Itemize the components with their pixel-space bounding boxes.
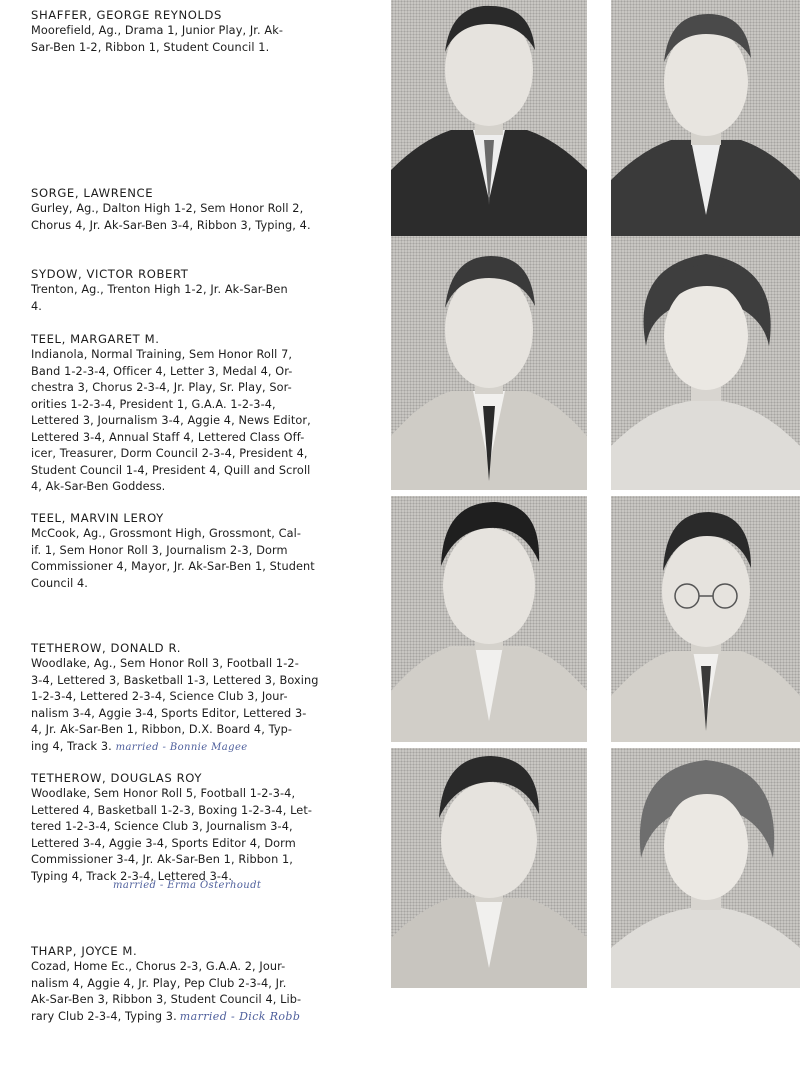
detail-line: 3-4, Lettered 3, Basketball 1-3, Lettered 3, Boxing xyxy=(31,673,319,687)
student-name: SORGE, LAWRENCE xyxy=(31,186,154,200)
detail-line: Commissioner 3-4, Jr. Ak-Sar-Ben 1, Ribbon 1, xyxy=(31,853,293,866)
student-details xyxy=(31,282,351,315)
detail-line: Gurley, Ag., Dalton High 1-2, Sem Honor Roll 2, xyxy=(31,202,304,215)
entry-tharp xyxy=(31,943,351,1025)
detail-line: Moorefield, Ag., Drama 1, Junior Play, Jr. Ak- xyxy=(31,24,284,37)
detail-line: Commissioner 4, Mayor, Jr. Ak-Sar-Ben 1, Student xyxy=(31,560,315,573)
detail-line: 4, Jr. Ak-Sar-Ben 1, Ribbon, D.X. Board 4, Typ- xyxy=(31,723,293,736)
student-name: TEEL, MARVIN LEROY xyxy=(31,511,164,525)
detail-line: Indianola, Normal Training, Sem Honor Roll 7, xyxy=(31,348,293,361)
detail-line xyxy=(31,1009,351,1026)
detail-line: Council 4. xyxy=(31,576,88,590)
portrait-photo-sorge xyxy=(611,0,800,236)
detail-line: 4, Ak-Sar-Ben Goddess. xyxy=(31,480,166,493)
detail-line: Lettered 4, Basketball 1-2-3, Boxing 1-2-3-4, Let- xyxy=(31,803,313,817)
detail-line: nalism 3-4, Aggie 3-4, Sports Editor, Lettered 3- xyxy=(31,706,307,720)
student-details xyxy=(31,347,351,496)
entry-teel-marvin xyxy=(31,510,351,592)
detail-line: McCook, Ag., Grossmont High, Grossmont, Cal- xyxy=(31,527,302,540)
detail-line: nalism 4, Aggie 4, Jr. Play, Pep Club 2-3-4, Jr. xyxy=(31,976,287,990)
detail-line: Band 1-2-3-4, Officer 4, Letter 3, Medal 4, Or- xyxy=(31,364,293,378)
detail-line-text: rary Club 2-3-4, Typing 3. xyxy=(31,1009,177,1023)
detail-line: Lettered 3, Journalism 3-4, Aggie 4, News Editor, xyxy=(31,414,311,427)
detail-line: Ak-Sar-Ben 3, Ribbon 3, Student Council 4, Lib- xyxy=(31,993,302,1006)
detail-line: Lettered 3-4, Aggie 3-4, Sports Editor 4, Dorm xyxy=(31,836,296,850)
student-details xyxy=(31,959,351,1025)
student-details xyxy=(31,526,351,592)
detail-line: Woodlake, Sem Honor Roll 5, Football 1-2-3-4, xyxy=(31,787,296,800)
handwritten-note: married - Erma Osterhoudt xyxy=(113,880,262,891)
detail-line: tered 1-2-3-4, Science Club 3, Journalism 3-4, xyxy=(31,820,293,833)
student-name: SYDOW, VICTOR ROBERT xyxy=(31,267,189,281)
student-name: SHAFFER, GEORGE REYNOLDS xyxy=(31,8,222,22)
detail-line: Lettered 3-4, Annual Staff 4, Lettered Class Off- xyxy=(31,430,305,444)
detail-line: Student Council 1-4, President 4, Quill and Scroll xyxy=(31,463,311,477)
detail-line: Cozad, Home Ec., Chorus 2-3, G.A.A. 2, Jour- xyxy=(31,960,286,973)
detail-line: 1-2-3-4, Lettered 2-3-4, Science Club 3, Jour- xyxy=(31,690,288,703)
detail-line: if. 1, Sem Honor Roll 3, Journalism 2-3, Dorm xyxy=(31,543,288,557)
entry-tetherow-donald xyxy=(31,640,351,756)
detail-line xyxy=(31,739,351,757)
portrait-photo-teel-margaret xyxy=(611,236,800,490)
portrait-photo-sydow xyxy=(391,236,587,490)
portrait-photo-tetherow-douglas xyxy=(391,748,587,988)
student-details xyxy=(31,23,351,56)
handwritten-note: married - Bonnie Magee xyxy=(115,741,248,753)
detail-line: icer, Treasurer, Dorm Council 2-3-4, President 4, xyxy=(31,447,308,460)
detail-line-text: ing 4, Track 3. xyxy=(31,739,112,753)
student-details xyxy=(31,786,351,885)
entry-tetherow-douglas xyxy=(31,770,351,891)
portrait-photo-shaffer xyxy=(391,0,587,236)
student-name: TETHEROW, DOUGLAS ROY xyxy=(31,771,203,785)
student-name: THARP, JOYCE M. xyxy=(31,944,138,958)
entry-teel-margaret xyxy=(31,331,351,496)
text-column xyxy=(0,0,386,1072)
student-details xyxy=(31,656,351,756)
entry-sorge xyxy=(31,185,351,234)
portrait-photo-teel-marvin xyxy=(391,496,587,742)
handwritten-note: married - Dick Robb xyxy=(179,1009,301,1023)
detail-line: chestra 3, Chorus 2-3-4, Jr. Play, Sr. Play, Sor- xyxy=(31,381,292,394)
detail-line: orities 1-2-3-4, President 1, G.A.A. 1-2-3-4, xyxy=(31,397,276,411)
portrait-photo-tetherow-donald xyxy=(611,496,800,742)
student-name: TETHEROW, DONALD R. xyxy=(31,641,182,655)
student-details xyxy=(31,201,351,234)
portrait-photo-tharp xyxy=(611,748,800,988)
detail-line: Trenton, Ag., Trenton High 1-2, Jr. Ak-Sar-Ben xyxy=(31,283,288,296)
detail-line: Woodlake, Ag., Sem Honor Roll 3, Football 1-2- xyxy=(31,657,299,670)
detail-line: 4. xyxy=(31,299,42,313)
detail-line: Chorus 4, Jr. Ak-Sar-Ben 3-4, Ribbon 3, Typing, 4. xyxy=(31,218,311,232)
student-name: TEEL, MARGARET M. xyxy=(31,332,160,346)
entry-sydow xyxy=(31,266,351,315)
detail-line: Sar-Ben 1-2, Ribbon 1, Student Council 1. xyxy=(31,40,270,54)
entry-shaffer xyxy=(31,7,351,56)
detail-line: Typing 4, Track 2-3-4, Lettered 3-4. xyxy=(31,869,233,883)
